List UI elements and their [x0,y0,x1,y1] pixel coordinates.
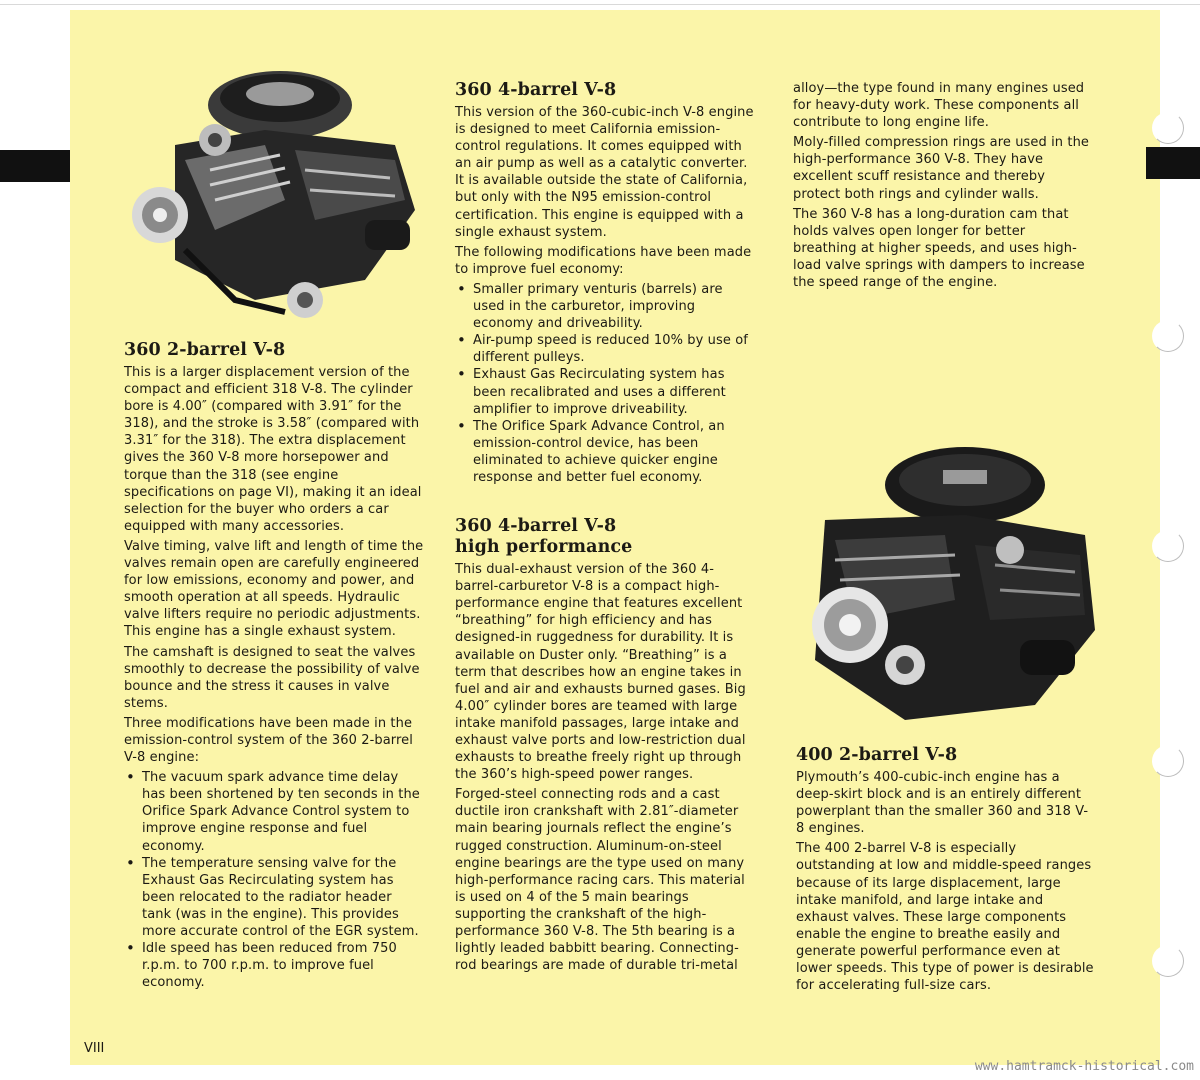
column-1 [124,340,424,994]
paragraph: Moly-filled compression rings are used in the high-performance 360 V-8. They have excellent scuff resistance and thereby protect both rings and cylinder walls. [793,135,1090,202]
column-3-top [793,80,1093,294]
list-item: • Smaller primary venturis (barrels) are used in the carburetor, improving economy and driveability. [455,281,757,332]
list-item: • The temperature sensing valve for the Exhaust Gas Recirculating system has been relocated to the radiator header tank (was in the engine). This provides more accurate control of the EGR system. [124,855,424,940]
list-item: • Idle speed has been reduced from 750 r.p.m. to 700 r.p.m. to improve fuel economy. [124,940,424,991]
paragraph: Three modifications have been made in the emission-control system of the 360 2-barrel V-8 engine: [124,715,413,766]
binder-hole [1152,320,1184,352]
watermark: www.hamtramck-historical.com [974,1059,1194,1074]
binder-hole [1152,745,1184,777]
list-item: • Air-pump speed is reduced 10% by use of different pulleys. [455,332,757,366]
paragraph: This version of the 360-cubic-inch V-8 engine is designed to meet California emission-control regulations. It comes equipped with an air pump as well as a catalytic converter. It is available outside the state of California, but only with the N95 emission-control certification. This engine is equipped with a single exhaust system. [455,105,754,240]
heading-360-2-barrel: 360 2-barrel V-8 [124,340,286,360]
binder-hole [1152,530,1184,562]
paragraph: The camshaft is designed to seat the valves smoothly to decrease the possibility of valve bounce and the stress it causes in valve stems. [124,644,420,711]
binder-hole [1152,112,1184,144]
paragraph: Forged-steel connecting rods and a cast ductile iron crankshaft with 2.81″-diameter main bearing journals reflect the engine’s rugged construction. Aluminum-on-steel engine bearings are the type used on many high-performance racing cars. This material is used on 4 of the 5 main bearings supporting the crankshaft of the high-performance 360 V-8. The 5th bearing is a lightly leaded babbitt bearing. Connecting-rod bearings are made of durable tri-metal [455,787,745,974]
engine-photo-400 [795,440,1105,740]
column-3-bottom [796,745,1096,997]
binder-hole [1152,945,1184,977]
list-item: • Exhaust Gas Recirculating system has been recalibrated and uses a different amplifier to improve driveability. [455,366,757,417]
left-edge-mark [0,150,70,182]
paragraph: The 400 2-barrel V-8 is especially outstanding at low and middle-speed ranges because of its large displacement, large intake manifold, and large intake and exhaust valves. These large components enable the engine to breathe easily and generate powerful performance even at lower speeds. This type of power is desirable for accelerating full-size cars. [796,841,1094,994]
paragraph: The following modifications have been made to improve fuel economy: [455,244,752,277]
paragraph: Plymouth’s 400-cubic-inch engine has a deep-skirt block and is an entirely different powerplant than the smaller 360 and 318 V-8 engines. [796,770,1089,837]
paragraph: This is a larger displacement version of the compact and efficient 318 V-8. The cylinder bore is 4.00″ (compared with 3.91″ for the 318), and the stroke is 3.58″ (compared with 3.31″ for the 318). The extra displacement gives the 360 V-8 more horsepower and torque than the 318 (see engine specifications on page VI), making it an ideal selection for the buyer who orders a car equipped with many accessories. [124,365,422,534]
heading-line: 360 4-barrel V-8 [455,516,617,537]
page-number: VIII [84,1041,105,1056]
heading-line: high performance [455,537,633,558]
engine-photo-360 [115,50,445,330]
modification-list [455,281,757,486]
modification-list [124,769,424,991]
right-edge-mark [1146,147,1200,179]
paragraph: This dual-exhaust version of the 360 4-barrel-carburetor V-8 is a compact high-performance engine that features excellent “breathing” for high efficiency and has designed-in ruggedness for durability. It is available on Duster only. “Breathing” is a term that describes how an engine takes in fuel and air and exhausts burned gases. Big 4.00″ cylinder bores are teamed with large intake manifold passages, large intake and exhaust valve ports and low-restriction dual exhausts to breathe freely right up through the 360’s high-speed power ranges. [455,562,746,783]
list-item: • The Orifice Spark Advance Control, an emission-control device, has been eliminated to achieve quicker engine response and better fuel economy. [455,418,757,486]
heading-400-2-barrel: 400 2-barrel V-8 [796,745,958,765]
column-2 [455,80,757,977]
list-item: • The vacuum spark advance time delay has been shortened by ten seconds in the Orifice Spark Advance Control system to improve engine response and fuel economy. [124,769,424,854]
paragraph: alloy—the type found in many engines used for heavy-duty work. These components all contribute to long engine life. [793,81,1085,131]
paragraph: The 360 V-8 has a long-duration cam that holds valves open longer for better breathing at higher speeds, and uses high-load valve springs with dampers to increase the speed range of the engine. [793,206,1085,291]
heading-360-4-barrel-high-performance [455,516,757,558]
paragraph: Valve timing, valve lift and length of time the valves remain open are carefully engineered for low emissions, economy and power, and smooth operation at all speeds. Hydraulic valve lifters require no periodic adjustments. This engine has a single exhaust system. [124,538,424,640]
heading-360-4-barrel: 360 4-barrel V-8 [455,80,617,100]
top-rule [0,4,1200,5]
